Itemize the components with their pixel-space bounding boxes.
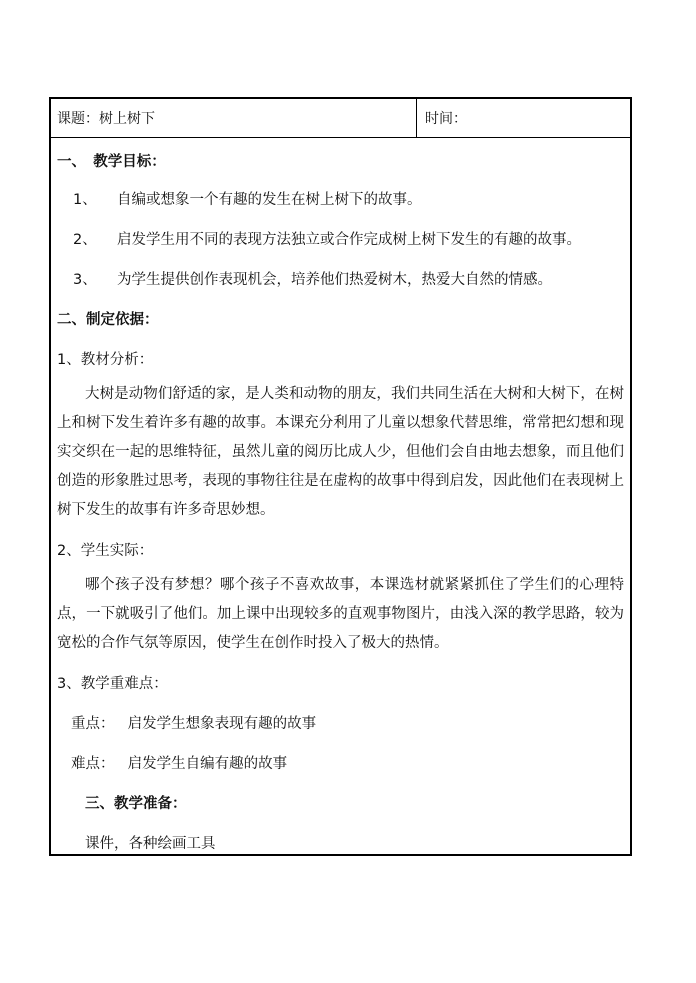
section-teaching-goals-heading: 一、 教学目标：	[57, 154, 166, 170]
material-analysis-heading: 1、教材分析：	[57, 352, 154, 368]
difficult-point-label: 难点：	[71, 756, 115, 772]
goal-item	[57, 180, 624, 220]
material-analysis-text: 大树是动物们舒适的家，是人类和动物的朋友，我们共同生活在大树和大树下，在树上和树下发生着许多有趣的故事。本课充分利用了儿童以想象代替思维，常常把幻想和现实交织在一起的思维特征，虽然儿童的阅历比成人少，但他们会自由地去想象，而且他们创造的形象胜过思考，表现的事物往往是在虚构的故事中得到启发，因此他们在表现树上树下发生的故事有许多奇思妙想。	[57, 386, 624, 518]
difficult-point-text: 启发学生自编有趣的故事	[127, 756, 288, 772]
lesson-plan-table	[49, 97, 632, 856]
key-point-label: 重点：	[71, 716, 115, 732]
lesson-content	[51, 138, 630, 864]
student-situation-heading: 2、学生实际：	[57, 543, 154, 559]
difficult-point-row	[57, 744, 624, 784]
key-points-heading: 3、教学重难点：	[57, 676, 168, 692]
goal-text: 为学生提供创作表现机会，培养他们热爱树木，热爱大自然的情感。	[117, 271, 552, 288]
goal-text: 自编或想象一个有趣的发生在树上树下的故事。	[117, 191, 422, 208]
key-point-text: 启发学生想象表现有趣的故事	[127, 716, 317, 732]
goal-number: 1、	[73, 191, 97, 208]
goal-item	[57, 260, 624, 300]
key-point-row	[57, 704, 624, 744]
lesson-time: 时间：	[425, 111, 467, 127]
lesson-title: 课题：树上树下	[51, 99, 417, 137]
section-basis-heading: 二、制定依据：	[57, 312, 159, 328]
student-situation-text: 哪个孩子没有梦想？哪个孩子不喜欢故事，本课选材就紧紧抓住了学生们的心理特点，一下就吸引了他们。加上课中出现较多的直观事物图片，由浅入深的教学思路，较为宽松的合作气氛等原因，使学生在创作时投入了极大的热情。	[57, 577, 624, 651]
goal-number: 3、	[73, 271, 97, 288]
section-preparation-heading: 三、教学准备：	[85, 796, 187, 812]
goal-text: 启发学生用不同的表现方法独立或合作完成树上树下发生的有趣的故事。	[117, 231, 581, 248]
header-row	[51, 99, 630, 138]
preparation-text: 课件，各种绘画工具	[85, 836, 216, 852]
goal-item	[57, 220, 624, 260]
goal-number: 2、	[73, 231, 97, 248]
